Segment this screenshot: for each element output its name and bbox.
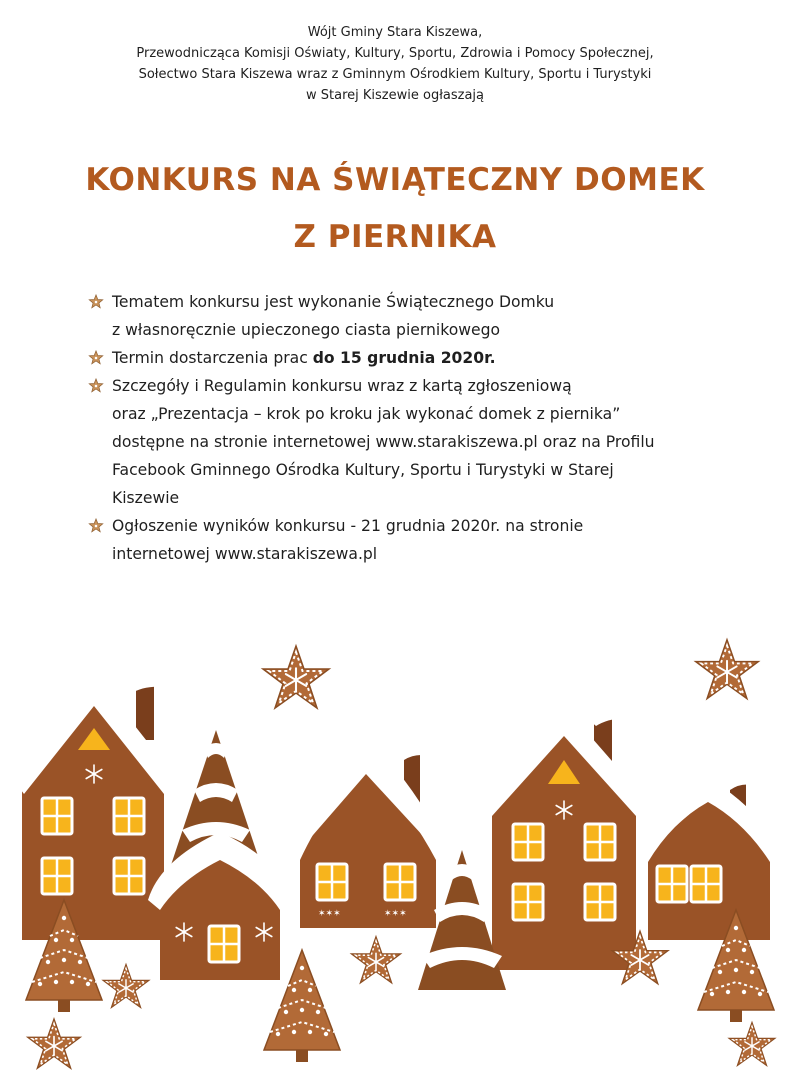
- star-bullet-icon: [88, 350, 104, 366]
- list-item-line: Ogłoszenie wyników konkursu - 21 grudnia 2020r. na stronie: [112, 517, 584, 535]
- title-line: Z PIERNIKA: [293, 219, 497, 255]
- deadline-date: do 15 grudnia 2020r.: [312, 349, 496, 367]
- list-item-line: z własnoręcznie upieczonego ciasta piernikowego: [112, 321, 501, 339]
- list-item-line: dostępne na stronie internetowej www.starakiszewa.pl oraz na Profilu: [112, 433, 655, 451]
- list-item-line: Facebook Gminnego Ośrodka Kultury, Sportu i Turystyki w Starej: [112, 461, 614, 479]
- header-line: Przewodnicząca Komisji Oświaty, Kultury, Sportu, Zdrowia i Pomocy Społecznej,: [136, 46, 654, 61]
- header-line: w Starej Kiszewie ogłaszają: [306, 88, 484, 103]
- svg-text:✶✶✶: ✶✶✶: [318, 909, 341, 919]
- list-item: [88, 344, 768, 372]
- organizers-header: [0, 22, 790, 106]
- contest-title: [0, 152, 790, 266]
- title-line: KONKURS NA ŚWIĄTECZNY DOMEK: [85, 162, 705, 198]
- contest-details-list: [88, 288, 768, 568]
- list-item: [88, 512, 768, 568]
- star-bullet-icon: [88, 294, 104, 310]
- list-item: [88, 288, 768, 344]
- star-bullet-icon: [88, 378, 104, 394]
- list-item-line: Kiszewie: [112, 489, 180, 507]
- gingerbread-village-illustration: [0, 610, 790, 1080]
- list-item-line: [112, 344, 768, 372]
- list-item: [88, 372, 768, 512]
- star-bullet-icon: [88, 518, 104, 534]
- list-item-line: Tematem konkursu jest wykonanie Świątecznego Domku: [112, 293, 555, 311]
- list-item-line: Szczegóły i Regulamin konkursu wraz z kartą zgłoszeniową: [112, 377, 572, 395]
- deadline-label: Termin dostarczenia prac: [112, 349, 313, 367]
- list-item-line: internetowej www.starakiszewa.pl: [112, 545, 378, 563]
- header-line: Wójt Gminy Stara Kiszewa,: [307, 25, 483, 40]
- list-item-line: oraz „Prezentacja – krok po kroku jak wykonać domek z piernika”: [112, 405, 621, 423]
- svg-text:✶✶✶: ✶✶✶: [384, 909, 407, 919]
- header-line: Sołectwo Stara Kiszewa wraz z Gminnym Ośrodkiem Kultury, Sportu i Turystyki: [138, 67, 652, 82]
